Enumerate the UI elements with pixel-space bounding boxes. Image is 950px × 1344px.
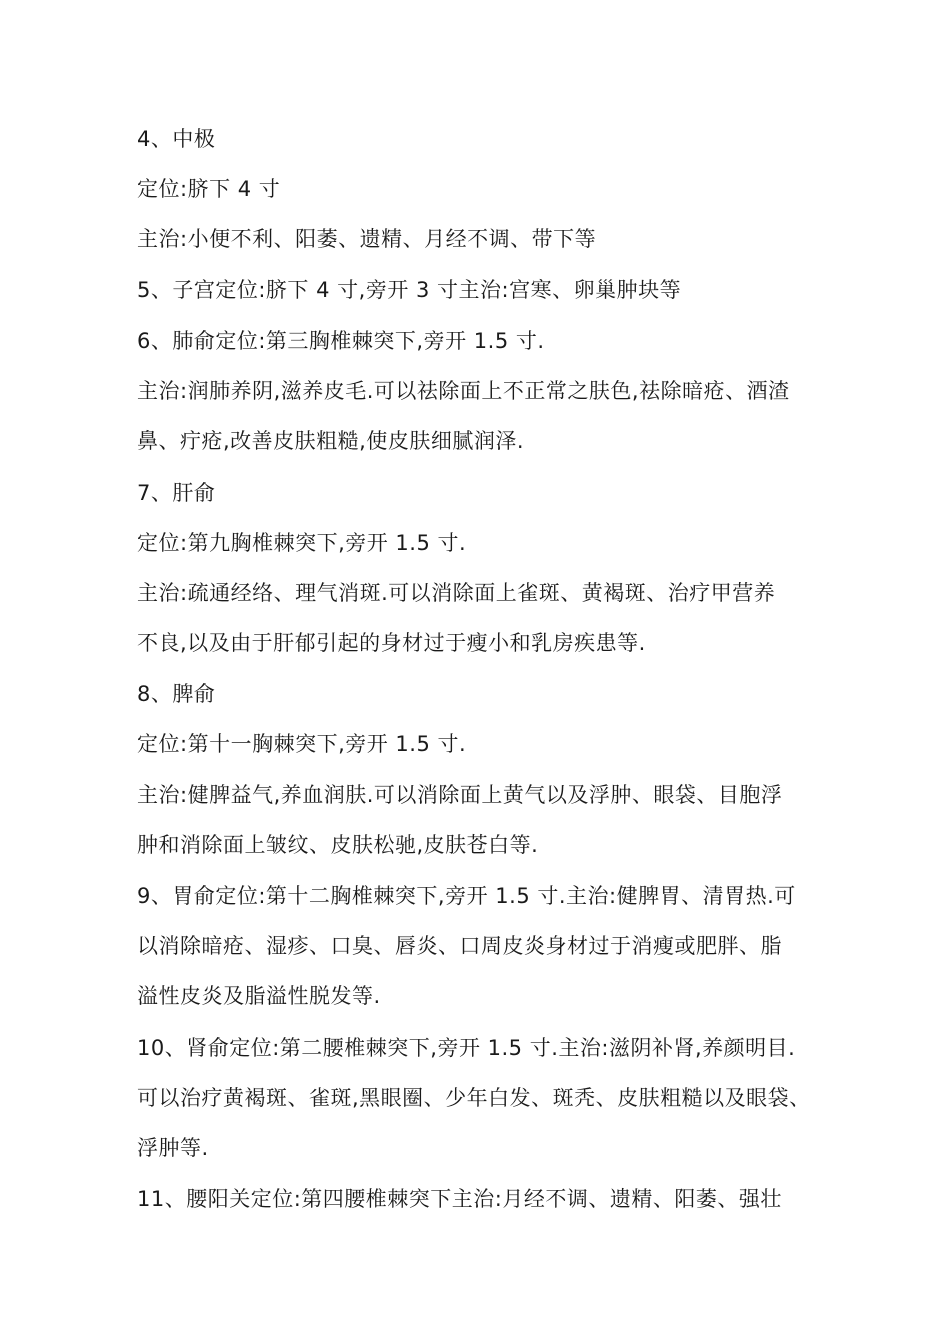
heading-yaoyangguan: 11、腰阳关定位:第四腰椎棘突下主治:月经不调、遗精、阳萎、强壮 [137, 1187, 782, 1211]
text-line: 不良,以及由于肝郁引起的身材过于瘦小和乳房疾患等. [137, 631, 646, 655]
text-line: 肿和消除面上皱纹、皮肤松驰,皮肤苍白等. [137, 833, 539, 857]
text-line: 主治:疏通经络、理气消斑.可以消除面上雀斑、黄褐斑、治疗甲营养 [137, 581, 776, 605]
text-line: 主治:小便不利、阳萎、遗精、月经不调、带下等 [137, 227, 597, 251]
heading-shenshu: 10、肾俞定位:第二腰椎棘突下,旁开 1.5 寸.主治:滋阴补肾,养颜明目. [137, 1036, 796, 1060]
text-line: 鼻、疔疮,改善皮肤粗糙,使皮肤细腻润泽. [137, 429, 525, 453]
heading-ganshu: 7、肝俞 [137, 481, 216, 505]
heading-zhongji: 4、中极 [137, 127, 216, 151]
heading-feishu: 6、肺俞定位:第三胸椎棘突下,旁开 1.5 寸. [137, 329, 545, 353]
text-line: 溢性皮炎及脂溢性脱发等. [137, 984, 381, 1008]
text-line: 可以治疗黄褐斑、雀斑,黑眼圈、少年白发、斑秃、皮肤粗糙以及眼袋、 [137, 1086, 811, 1110]
heading-zigong: 5、子宫定位:脐下 4 寸,旁开 3 寸主治:宫寒、卵巢肿块等 [137, 278, 682, 302]
text-line: 定位:第九胸椎棘突下,旁开 1.5 寸. [137, 531, 467, 555]
text-line: 主治:润肺养阴,滋养皮毛.可以祛除面上不正常之肤色,祛除暗疮、酒渣 [137, 379, 790, 403]
text-line: 定位:脐下 4 寸 [137, 177, 281, 201]
text-line: 以消除暗疮、湿疹、口臭、唇炎、口周皮炎身材过于消瘦或肥胖、脂 [137, 934, 782, 958]
text-line: 浮肿等. [137, 1136, 209, 1160]
text-line: 主治:健脾益气,养血润肤.可以消除面上黄气以及浮肿、眼袋、目胞浮 [137, 783, 783, 807]
heading-weishu: 9、胃俞定位:第十二胸椎棘突下,旁开 1.5 寸.主治:健脾胃、清胃热.可 [137, 884, 796, 908]
heading-pishu: 8、脾俞 [137, 682, 216, 706]
text-line: 定位:第十一胸棘突下,旁开 1.5 寸. [137, 732, 467, 756]
